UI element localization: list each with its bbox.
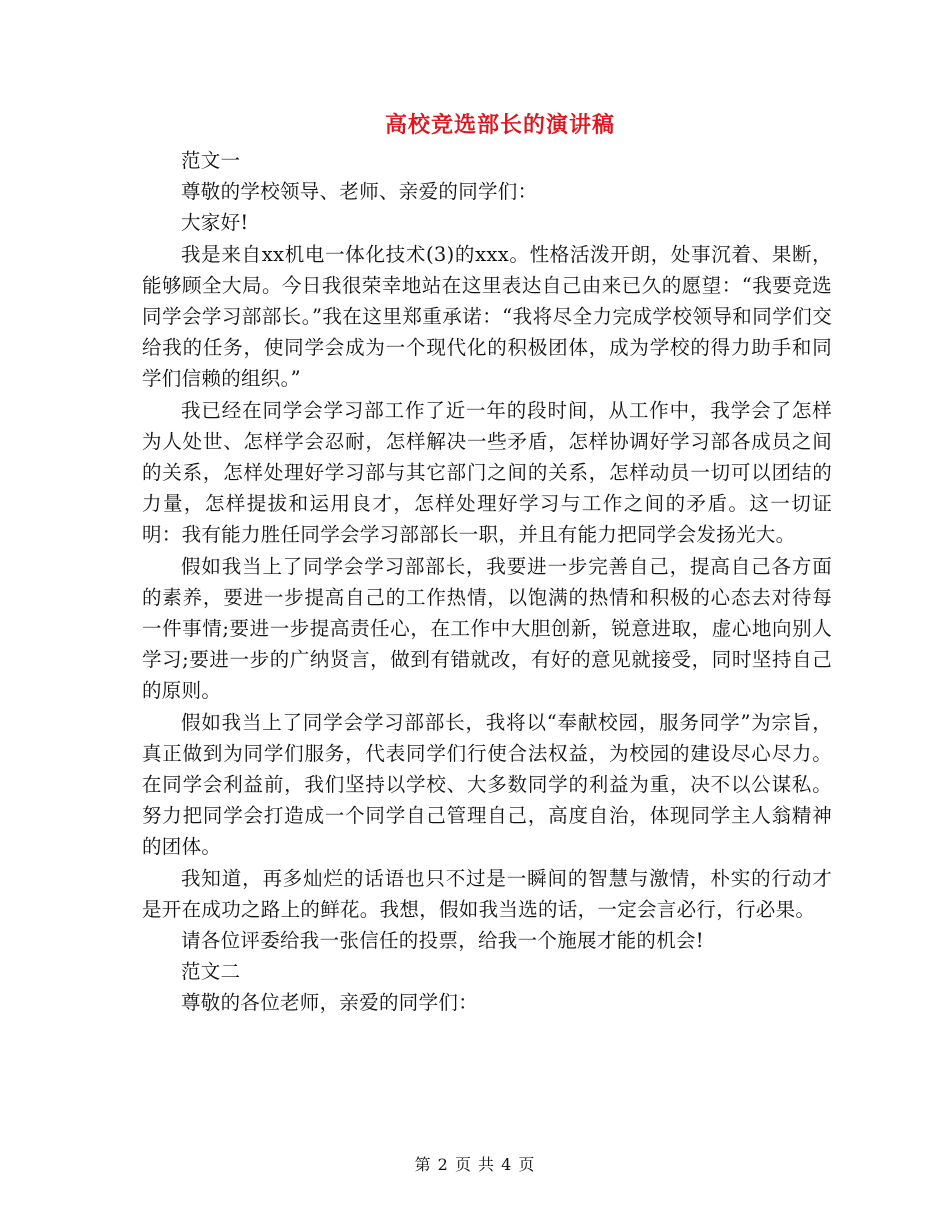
paragraph-closing: 我知道，再多灿烂的话语也只不过是一瞬间的智慧与激情，朴实的行动才是开在成功之路上的鲜花。我想，假如我当选的话，一定会言必行，行必果。 — [142, 866, 832, 921]
greeting: 大家好! — [181, 211, 249, 235]
paragraph-plan-1: 假如我当上了同学会学习部部长，我要进一步完善自己，提高自己各方面的素养，要进一步提高自己的工作热情，以饱满的热情和积极的心态去对待每一件事情;要进一步提高责任心，在工作中大胆创新，锐意进取，虚心地向别人学习;要进一步的广纳贤言，做到有错就改，有好的意见就接受，同时坚持自己的原则。 — [142, 554, 832, 703]
section-heading-2: 范文二 — [181, 960, 241, 984]
paragraph-plan-2: 假如我当上了同学会学习部部长，我将以“奉献校园，服务同学”为宗旨，真正做到为同学们服务，代表同学们行使合法权益，为校园的建设尽心尽力。在同学会利益前，我们坚持以学校、大多数同学的利益为重，决不以公谋私。努力把同学会打造成一个同学自己管理自己，高度自治，体现同学主人翁精神的团体。 — [142, 710, 832, 859]
salutation-1: 尊敬的学校领导、老师、亲爱的同学们： — [181, 180, 538, 204]
document-body — [142, 145, 832, 1019]
document-title: 高校竞选部长的演讲稿 — [384, 112, 615, 138]
paragraph-experience: 我已经在同学会学习部工作了近一年的段时间，从工作中，我学会了怎样为人处世、怎样学会忍耐，怎样解决一些矛盾，怎样协调好学习部各成员之间的关系，怎样处理好学习部与其它部门之间的关系，怎样动员一切可以团结的力量，怎样提拔和运用良才，怎样处理好学习与工作之间的矛盾。这一切证明：我有能力胜任同学会学习部部长一职，并且有能力把同学会发扬光大。 — [142, 398, 832, 547]
page-footer: 第 2 页 共 4 页 — [414, 1155, 536, 1174]
salutation-2: 尊敬的各位老师，亲爱的同学们： — [181, 991, 479, 1015]
paragraph-intro: 我是来自xx机电一体化技术(3)的xxx。性格活泼开朗，处事沉着、果断，能够顾全大局。今日我很荣幸地站在这里表达自己由来已久的愿望：“我要竞选同学会学习部部长。”我在这里郑重承诺：“我将尽全力完成学校领导和同学们交给我的任务，使同学会成为一个现代化的积极团体，成为学校的得力助手和同学们信赖的组织。” — [142, 242, 832, 391]
paragraph-appeal: 请各位评委给我一张信任的投票，给我一个施展才能的机会! — [181, 929, 704, 953]
section-heading-1: 范文一 — [181, 149, 241, 172]
